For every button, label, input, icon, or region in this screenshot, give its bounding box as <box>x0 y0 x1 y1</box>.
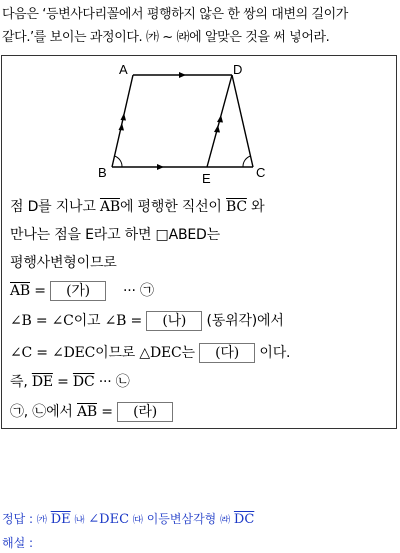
answer-value-b: ∠DEC <box>88 512 130 527</box>
label-c: C <box>256 165 266 180</box>
question-line-2: 같다.’를 보이는 과정이다. ㈎ ~ ㈑에 알맞은 것을 써 넣어라. <box>2 30 330 45</box>
blank-da: (다) <box>199 343 255 363</box>
parallel-arrow-de-2 <box>214 125 220 133</box>
proof-box <box>1 55 397 429</box>
angle-mark-c <box>243 156 251 167</box>
blank-ga: (가) <box>50 281 106 301</box>
label-a: A <box>119 62 128 77</box>
question-line-1: 다음은 ‘등변사다리꼴에서 평행하지 않은 한 쌍의 대변의 길이가 <box>2 7 348 22</box>
proof-line-3: 평행사변형이므로 <box>10 255 117 271</box>
answer-tag-a: ㈎ <box>36 515 47 526</box>
label-e: E <box>202 171 211 186</box>
answer-line <box>2 510 254 527</box>
segment-label: $\overline{DE}$ <box>31 374 53 390</box>
explanation-label: 해설 : <box>2 536 34 550</box>
parallel-arrow-de-1 <box>217 115 223 123</box>
mark-2: ··· ㉡ <box>98 374 130 390</box>
segment-label: $\overline{AB}$ <box>99 199 120 215</box>
proof-line-5: ∠B = ∠C이고 ∠B = (나) (동위각)에서 <box>10 313 284 329</box>
blank-na: (나) <box>146 311 202 331</box>
proof-line-6: ∠C = ∠DEC이므로 △DEC는 (다) 이다. <box>10 345 291 361</box>
parallel-arrow-bc <box>157 164 164 170</box>
segment-label: $\overline{AB}$ <box>77 404 98 420</box>
angle-mark-b <box>115 156 123 167</box>
segment-label: $\overline{AB}$ <box>10 283 30 299</box>
label-d: D <box>233 62 243 77</box>
mark-1: ··· ㉠ <box>123 283 154 299</box>
segment-ab <box>112 75 133 167</box>
answer-value-d: $\overline{DC}$ <box>233 512 255 527</box>
proof-line-1: 점 D를 지나고 $\overline{AB}$에 평행한 직선이 $\overline{BC}$ 와 <box>10 199 265 215</box>
segment-dc <box>232 75 253 167</box>
proof-line-2: 만나는 점을 E라고 하면 □ABED는 <box>10 227 220 243</box>
proof-line-4: $\overline{AB}$ = (가) ··· ㉠ <box>10 283 154 299</box>
parallel-arrow-ab-1 <box>121 113 127 121</box>
label-b: B <box>98 165 107 180</box>
trapezoid-figure <box>2 56 396 186</box>
proof-line-8: ㉠, ㉡에서 $\overline{AB}$ = (라) <box>10 401 173 422</box>
segment-label: $\overline{DC}$ <box>72 374 95 390</box>
segment-label: $\overline{BC}$ <box>226 199 247 215</box>
proof-line-7: 즉, $\overline{DE} = \overline{DC}$ ··· ㉡ <box>10 374 130 390</box>
answer-tag-c: ㈐ <box>132 515 143 526</box>
answer-label: 정답 : <box>2 512 34 526</box>
question-text <box>2 3 398 49</box>
answer-tag-d: ㈑ <box>220 515 231 526</box>
answer-value-a: $\overline{DE}$ <box>50 512 71 527</box>
blank-ra: (라) <box>117 402 173 422</box>
parallel-arrow-ad <box>179 72 186 78</box>
answer-value-c: 이등변삼각형 <box>146 512 217 526</box>
answer-tag-b: ㈏ <box>74 515 85 526</box>
